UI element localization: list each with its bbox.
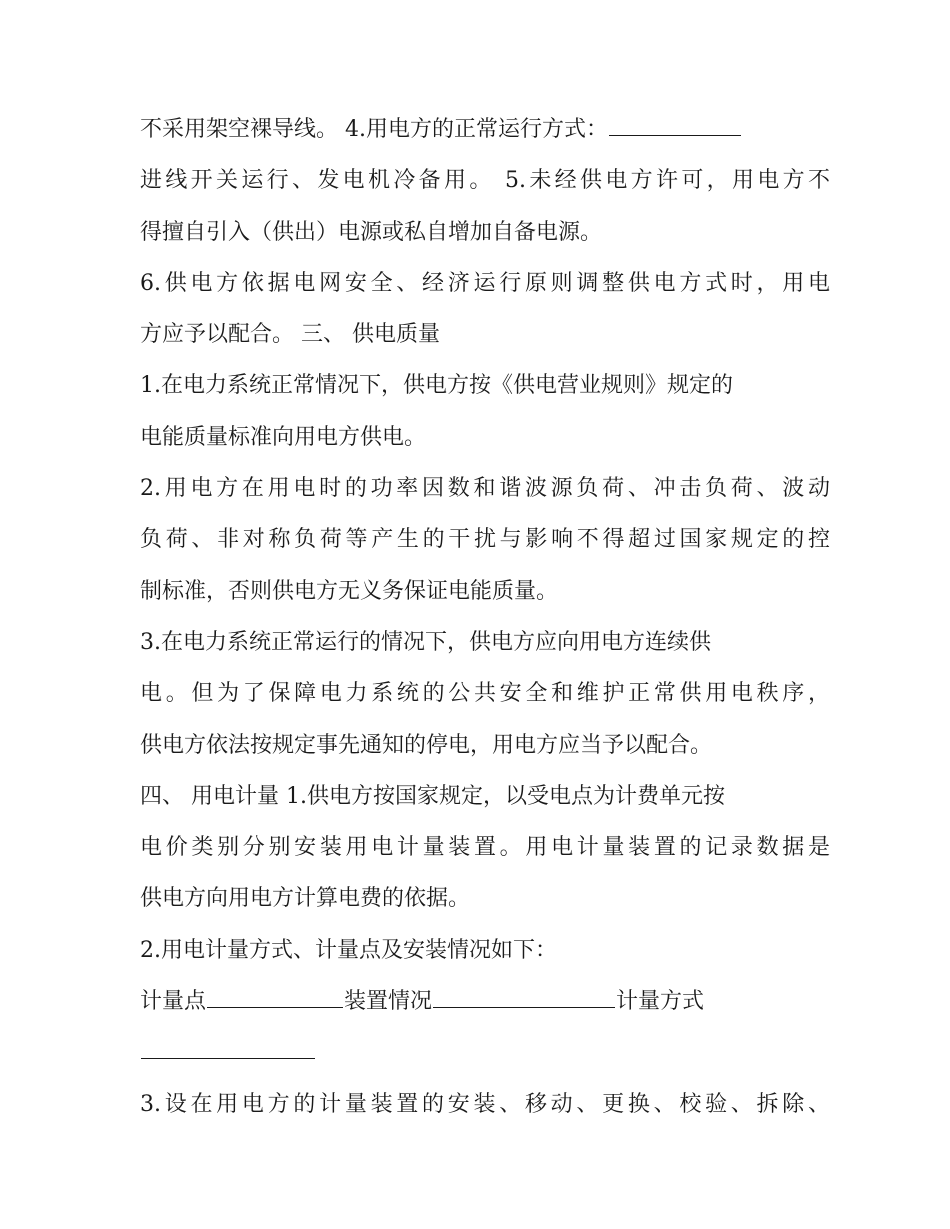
measurement-method-label: 计量方式 bbox=[616, 989, 705, 1015]
paragraph-line: 四、 用电计量 1.供电方按国家规定，以受电点为计费单元按 bbox=[140, 783, 725, 809]
paragraph-line: 3.在电力系统正常运行的情况下，供电方应向用电方连续供 bbox=[140, 629, 711, 655]
measurement-method-blank-line bbox=[140, 1027, 830, 1078]
measurement-point-label: 计量点 bbox=[140, 989, 207, 1015]
paragraph-line: 供电方依法按规定事先通知的停电，用电方应当予以配合。 bbox=[140, 732, 713, 758]
paragraph-line: 3.设在用电方的计量装置的安装、移动、更换、校验、拆除、 bbox=[140, 1091, 830, 1117]
paragraph-line: 进线开关运行、发电机冷备用。 5.未经供电方许可，用电方不 bbox=[140, 168, 830, 194]
paragraph-line: 2.用电计量方式、计量点及安装情况如下： bbox=[140, 937, 557, 963]
document-body bbox=[140, 104, 830, 1130]
paragraph-line: 电。但为了保障电力系统的公共安全和维护正常供用电秩序， bbox=[140, 681, 830, 707]
paragraph-line: 1.在电力系统正常情况下，供电方按《供电营业规则》规定的 bbox=[140, 373, 733, 399]
paragraph-line: 方应予以配合。 三、 供电质量 bbox=[140, 322, 440, 348]
paragraph-line: 2.用电方在用电时的功率因数和谐波源负荷、冲击负荷、波动 bbox=[140, 476, 830, 502]
paragraph-line: 供电方向用电方计算电费的依据。 bbox=[140, 886, 471, 912]
paragraph-line: 负荷、非对称负荷等产生的干扰与影响不得超过国家规定的控 bbox=[140, 527, 830, 553]
paragraph-line: 电能质量标准向用电方供电。 bbox=[140, 424, 427, 450]
measurement-method-blank[interactable] bbox=[141, 1036, 315, 1059]
measurement-point-blank[interactable] bbox=[207, 985, 343, 1008]
paragraph-line bbox=[140, 104, 830, 155]
paragraph-line: 制标准，否则供电方无义务保证电能质量。 bbox=[140, 578, 559, 604]
line-text: 不采用架空裸导线。 4.用电方的正常运行方式： bbox=[140, 117, 608, 142]
paragraph-line: 6.供电方依据电网安全、经济运行原则调整供电方式时，用电 bbox=[140, 270, 830, 296]
device-status-blank[interactable] bbox=[433, 985, 615, 1008]
paragraph-line: 电价类别分别安装用电计量装置。用电计量装置的记录数据是 bbox=[140, 835, 830, 861]
paragraph-line: 得擅自引入（供出）电源或私自增加自备电源。 bbox=[140, 219, 603, 245]
measurement-fields-line bbox=[140, 976, 830, 1027]
fill-in-blank[interactable] bbox=[609, 113, 741, 136]
device-status-label: 装置情况 bbox=[344, 989, 433, 1015]
